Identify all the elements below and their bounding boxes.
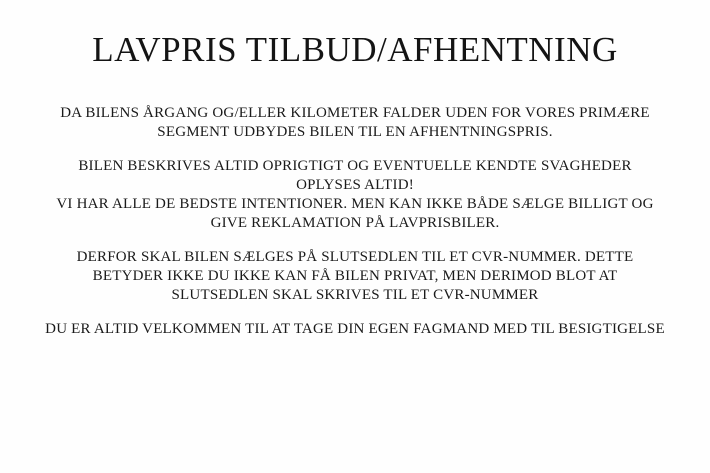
paragraph-inspection-welcome: [25, 320, 685, 339]
paragraph-line: SEGMENT UDBYDES BILEN TIL EN AFHENTNINGSPRIS.: [157, 124, 553, 140]
paragraph-honesty-disclaimer: [25, 157, 685, 233]
paragraph-line: BETYDER IKKE DU IKKE KAN FÅ BILEN PRIVAT, MEN DERIMOD BLOT AT: [92, 268, 618, 284]
paragraph-line: OPLYSES ALTID!: [296, 177, 414, 193]
paragraph-pricing-reason: [25, 104, 685, 142]
paragraph-cvr-requirement: [25, 248, 685, 305]
paragraph-line: SLUTSEDLEN SKAL SKRIVES TIL ET CVR-NUMMER: [171, 287, 539, 303]
paragraph-line: GIVE REKLAMATION PÅ LAVPRISBILER.: [210, 215, 500, 231]
paragraph-line: DA BILENS ÅRGANG OG/ELLER KILOMETER FALDER UDEN FOR VORES PRIMÆRE: [60, 105, 650, 121]
page-title: LAVPRIS TILBUD/AFHENTNING: [92, 30, 618, 69]
paragraph-line: BILEN BESKRIVES ALTID OPRIGTIGT OG EVENTUELLE KENDTE SVAGHEDER: [78, 158, 632, 174]
paragraph-line: VI HAR ALLE DE BEDSTE INTENTIONER. MEN KAN IKKE BÅDE SÆLGE BILLIGT OG: [56, 196, 654, 212]
paragraph-line: DERFOR SKAL BILEN SÆLGES PÅ SLUTSEDLEN TIL ET CVR-NUMMER. DETTE: [76, 249, 634, 265]
body-text: [0, 104, 710, 339]
paragraph-line: DU ER ALTID VELKOMMEN TIL AT TAGE DIN EGEN FAGMAND MED TIL BESIGTIGELSE: [45, 321, 665, 337]
